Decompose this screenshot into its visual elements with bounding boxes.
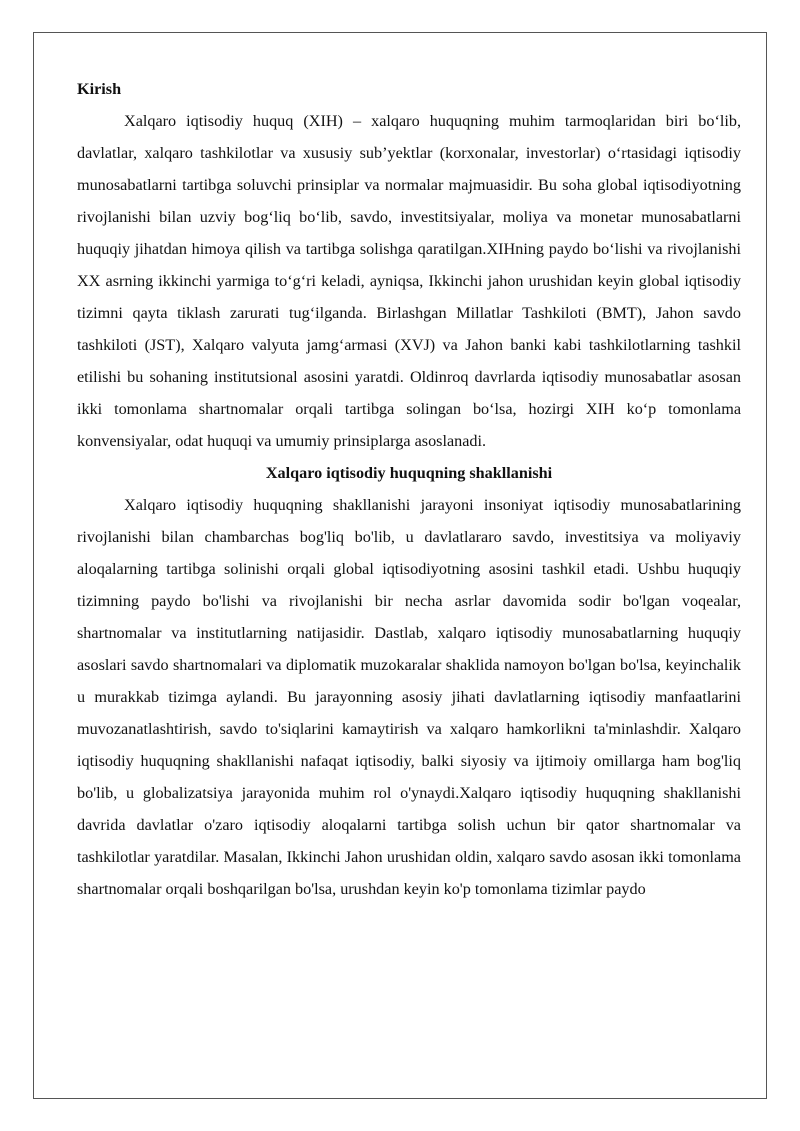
intro-paragraph: Xalqaro iqtisodiy huquq (XIH) – xalqaro huquqning muhim tarmoqlaridan biri bo‘lib, davlatlar, xalqaro tashkilotlar va xususiy sub’yektlar (korxonalar, investorlar) o‘rtasidagi iqtisodiy munosabatlarni tartibga soluvchi prinsiplar va normalar majmuasidir. Bu soha global iqtisodiyotning rivojlanishi bilan uzviy bog‘liq bo‘lib, savdo, investitsiyalar, moliya va monetar munosabatlarni huquqiy jihatdan himoya qilish va tartibga solishga qaratilgan.XIHning paydo bo‘lishi va rivojlanishi XX asrning ikkinchi yarmiga to‘g‘ri keladi, ayniqsa, Ikkinchi jahon urushidan keyin global iqtisodiy tizimni qayta tiklash zarurati tug‘ilganda. Birlashgan Millatlar Tashkiloti (BMT), Jahon savdo tashkiloti (JST), Xalqaro valyuta jamg‘armasi (XVJ) va Jahon banki kabi tashkilotlarning tashkil etilishi bu sohaning institutsional asosini yaratdi. Oldinroq davrlarda iqtisodiy munosabatlar asosan ikki tomonlama shartnomalar orqali tartibga solingan bo‘lsa, hozirgi XIH ko‘p tomonlama konvensiyalar, odat huquqi va umumiy prinsiplarga asoslanadi. bbox=[77, 112, 741, 450]
section-paragraph: Xalqaro iqtisodiy huquqning shakllanishi jarayoni insoniyat iqtisodiy munosabatlarining rivojlanishi bilan chambarchas bog'liq bo'lib, u davlatlararo savdo, investitsiya va moliyaviy aloqalarning tartibga solinishi orqali global iqtisodiyotning asosini tashkil etadi. Ushbu huquqiy tizimning paydo bo'lishi va rivojlanishi bir necha asrlar davomida sodir bo'lgan voqealar, shartnomalar va institutlarning natijasidir. Dastlab, xalqaro iqtisodiy munosabatlarning huquqiy asoslari savdo shartnomalari va diplomatik muzokaralar shaklida namoyon bo'lgan bo'lsa, keyinchalik u murakkab tizimga aylandi. Bu jarayonning asosiy jihati davlatlarning iqtisodiy manfaatlarini muvozanatlashtirish, savdo to'siqlarini kamaytirish va xalqaro hamkorlikni ta'minlashdir. Xalqaro iqtisodiy huquqning shakllanishi nafaqat iqtisodiy, balki siyosiy va ijtimoiy omillarga ham bog'liq bo'lib, u globalizatsiya jarayonida muhim rol o'ynaydi.Xalqaro iqtisodiy huquqning shakllanishi davrida davlatlar o'zaro iqtisodiy aloqalarni tartibga solish uchun bir qator shartnomalar va tashkilotlar yaratdilar. Masalan, Ikkinchi Jahon urushidan oldin, xalqaro savdo asosan ikki tomonlama shartnomalar orqali boshqarilgan bo'lsa, urushdan keyin ko'p tomonlama tizimlar paydo bbox=[77, 496, 741, 898]
section-title: Xalqaro iqtisodiy huquqning shakllanishi bbox=[265, 464, 553, 482]
document-body bbox=[77, 73, 741, 905]
intro-heading: Kirish bbox=[77, 80, 122, 98]
